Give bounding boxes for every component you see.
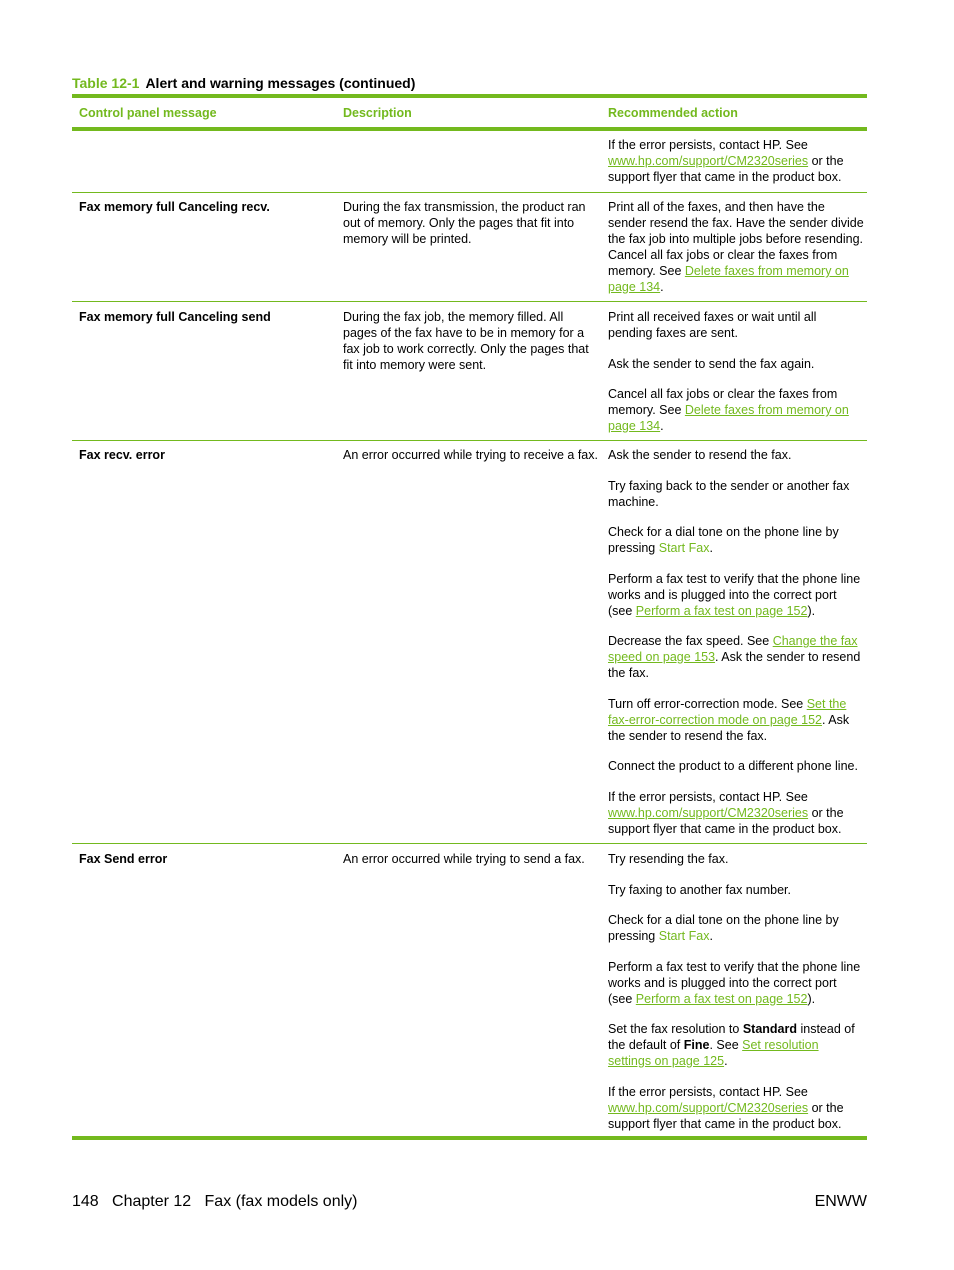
action-item: If the error persists, contact HP. See www.hp.com/support/CM2320series or the support flyer that came in the product box. bbox=[608, 1084, 844, 1131]
delete-faxes-link[interactable]: Delete faxes from memory on page 134 bbox=[608, 403, 849, 433]
row-1-description: During the fax transmission, the product ran out of memory. Only the pages that fit into memory will be printed. bbox=[343, 200, 586, 246]
action-item: Turn off error-correction mode. See Set the fax-error-correction mode on page 152. Ask the sender to resend the fax. bbox=[608, 696, 850, 743]
action-item: If the error persists, contact HP. See www.hp.com/support/CM2320series or the support flyer that came in the product box. bbox=[608, 138, 844, 184]
error-correction-link[interactable]: Set the fax-error-correction mode on page 152 bbox=[608, 696, 847, 727]
support-link[interactable]: www.hp.com/support/CM2320series bbox=[608, 805, 809, 820]
action-item: Decrease the fax speed. See Change the fax speed on page 153. Ask the sender to resend the fax. bbox=[608, 634, 861, 680]
table-bottom-rule bbox=[72, 1136, 867, 1140]
header-recommended-action: Recommended action bbox=[608, 106, 738, 120]
row-0-actions bbox=[608, 137, 864, 185]
action-item: Print all received faxes or wait until all pending faxes are sent. bbox=[608, 310, 817, 340]
row-2-description: During the fax job, the memory filled. All pages of the fax have to be in memory for a fax job to work correctly. Only the pages that fit into memory were sent. bbox=[343, 310, 589, 372]
action-item: Ask the sender to resend the fax. bbox=[608, 448, 792, 462]
row-3-description: An error occurred while trying to receive a fax. bbox=[343, 448, 598, 462]
row-divider bbox=[72, 192, 867, 193]
action-item: Set the fax resolution to Standard instead of the default of Fine. See Set resolution settings on page 125. bbox=[608, 1022, 855, 1068]
start-fax-key: Start Fax bbox=[658, 929, 710, 943]
header-control-panel-message: Control panel message bbox=[79, 106, 217, 120]
action-item: Perform a fax test to verify that the phone line works and is plugged into the correct port (see Perform a fax test on page 152). bbox=[608, 571, 861, 618]
action-item: Perform a fax test to verify that the phone line works and is plugged into the correct port (see Perform a fax test on page 152). bbox=[608, 959, 861, 1006]
header-description: Description bbox=[343, 106, 412, 120]
row-1-message: Fax memory full Canceling recv. bbox=[79, 200, 270, 214]
row-2-message: Fax memory full Canceling send bbox=[79, 310, 271, 324]
fax-test-link[interactable]: Perform a fax test on page 152 bbox=[635, 603, 808, 618]
row-divider bbox=[72, 843, 867, 844]
support-link[interactable]: www.hp.com/support/CM2320series bbox=[608, 154, 809, 168]
page-footer-left: 148 Chapter 12 Fax (fax models only) bbox=[72, 1193, 358, 1210]
row-4-actions bbox=[608, 851, 864, 1132]
row-1-actions bbox=[608, 199, 864, 295]
row-divider bbox=[72, 440, 867, 441]
row-divider bbox=[72, 301, 867, 302]
fax-test-link[interactable]: Perform a fax test on page 152 bbox=[635, 991, 808, 1006]
support-link[interactable]: www.hp.com/support/CM2320series bbox=[608, 1100, 809, 1115]
fax-speed-link[interactable]: Change the fax speed on page 153 bbox=[608, 634, 858, 664]
action-item: Check for a dial tone on the phone line by pressing Start Fax. bbox=[608, 913, 839, 943]
resolution-settings-link[interactable]: Set resolution settings on page 125 bbox=[608, 1038, 819, 1068]
page-footer-right: ENWW bbox=[814, 1193, 867, 1210]
table-number: Table 12-1 bbox=[72, 75, 140, 91]
header-bottom-rule bbox=[72, 127, 867, 131]
action-item: Try resending the fax. bbox=[608, 852, 729, 866]
action-item: Connect the product to a different phone line. bbox=[608, 759, 858, 773]
row-2-actions bbox=[608, 309, 864, 434]
row-3-message: Fax recv. error bbox=[79, 448, 165, 462]
table-title: Alert and warning messages (continued) bbox=[145, 75, 416, 91]
action-item: Check for a dial tone on the phone line by pressing Start Fax. bbox=[608, 525, 839, 555]
row-4-message: Fax Send error bbox=[79, 852, 168, 866]
action-item: If the error persists, contact HP. See www.hp.com/support/CM2320series or the support flyer that came in the product box. bbox=[608, 789, 844, 836]
delete-faxes-link[interactable]: Delete faxes from memory on page 134 bbox=[608, 264, 849, 294]
row-4-description: An error occurred while trying to send a fax. bbox=[343, 852, 585, 866]
table-caption bbox=[72, 75, 415, 91]
table-top-rule bbox=[72, 94, 867, 98]
start-fax-key: Start Fax bbox=[658, 541, 710, 555]
action-item: Try faxing back to the sender or another fax machine. bbox=[608, 478, 850, 509]
action-item: Ask the sender to send the fax again. bbox=[608, 356, 815, 371]
action-item: Print all of the faxes, and then have the sender resend the fax. Have the sender divide the fax job into multiple jobs before resending. Cancel all fax jobs or clear the faxes from memory. See Delete faxes from memory on page 134. bbox=[608, 200, 864, 294]
row-3-actions bbox=[608, 447, 864, 837]
action-item: Try faxing to another fax number. bbox=[608, 882, 791, 897]
action-item: Cancel all fax jobs or clear the faxes from memory. See Delete faxes from memory on page 134. bbox=[608, 387, 849, 433]
